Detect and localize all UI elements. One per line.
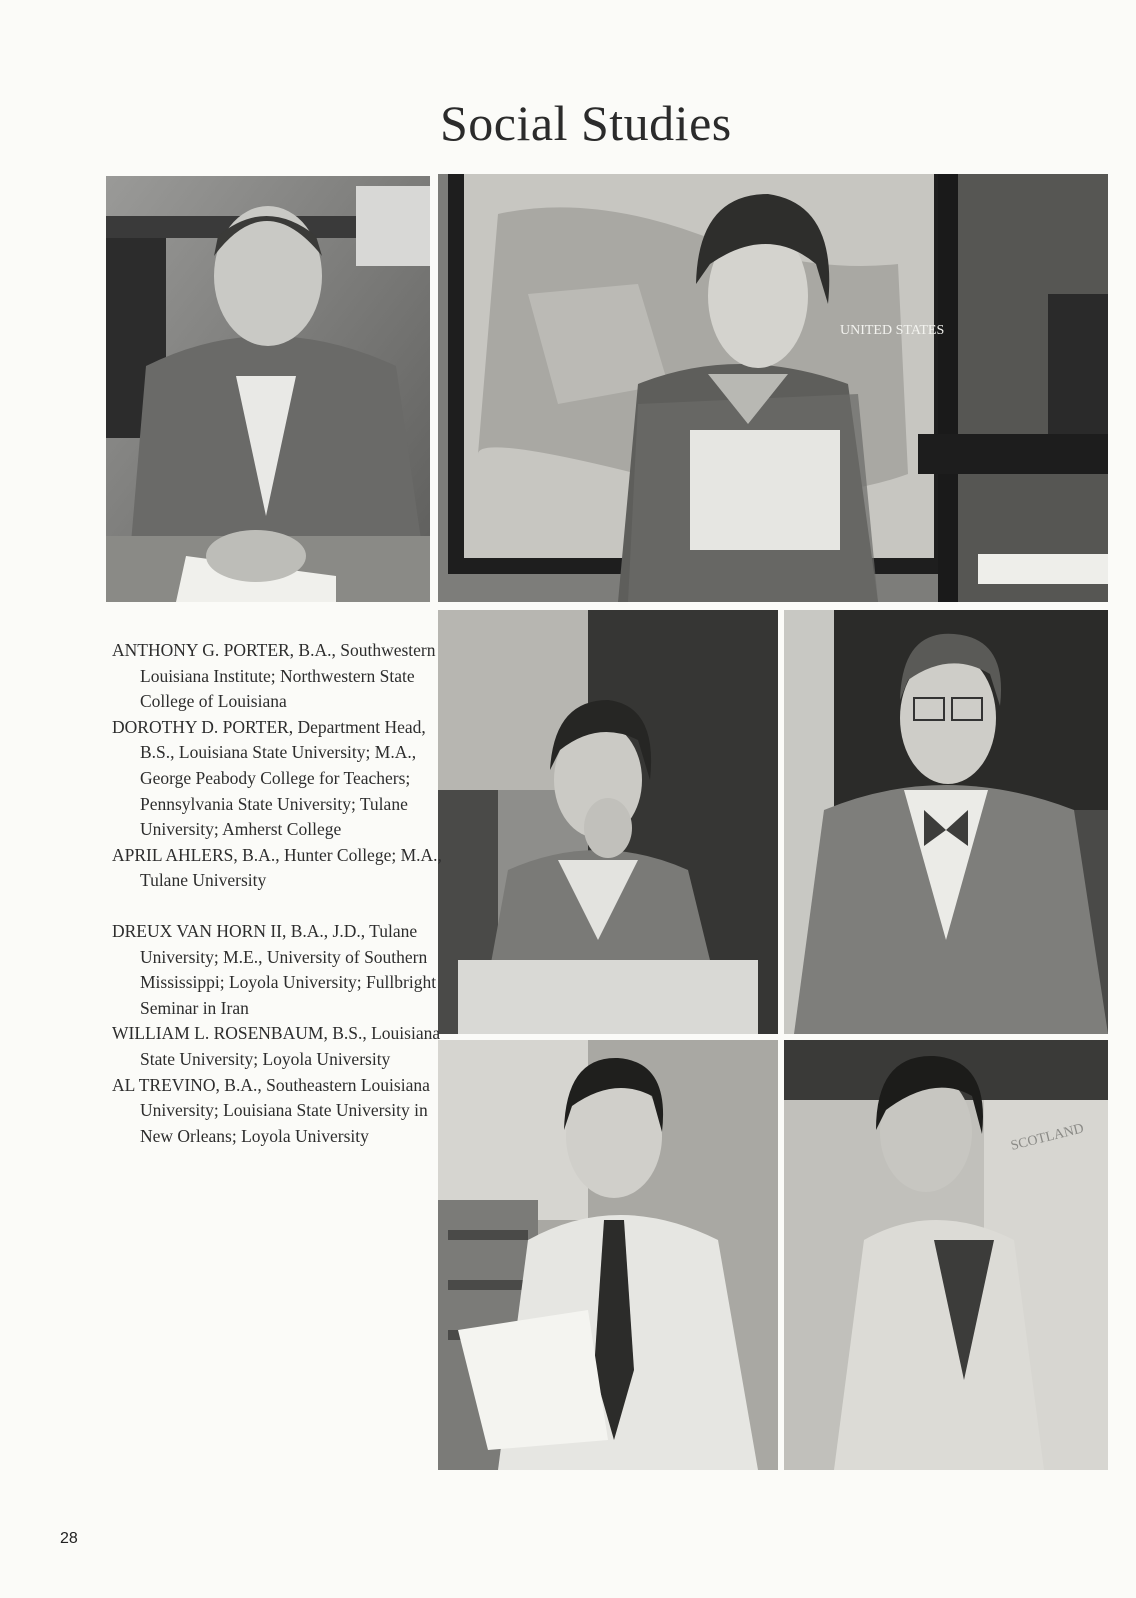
- caption-dorothy-porter: DOROTHY D. PORTER, Department Head, B.S., Louisiana State University; M.A., George Peabody College for Teachers; Pennsylvania State University; Tulane University; Amherst College: [112, 716, 426, 840]
- caption-al-trevino: AL TREVINO, B.A., Southeastern Louisiana University; Louisiana State University in New Orleans; Loyola University: [112, 1074, 430, 1146]
- map-label-scotland: SCOTLAND: [1009, 1121, 1086, 1154]
- map-label-united-states: UNITED STATES: [840, 323, 945, 338]
- page-number: 28: [60, 1530, 78, 1547]
- faculty-photo-al-trevino: [784, 1040, 1108, 1470]
- faculty-photo-william-rosenbaum: [438, 1040, 778, 1470]
- caption-april-ahlers: APRIL AHLERS, B.A., Hunter College; M.A., Tulane University: [112, 844, 442, 891]
- faculty-photo-anthony-porter: [106, 176, 430, 602]
- caption-william-rosenbaum: WILLIAM L. ROSENBAUM, B.S., Louisiana State University; Loyola University: [112, 1023, 441, 1069]
- faculty-photo-dorothy-porter: [438, 174, 1108, 602]
- faculty-captions: [112, 638, 442, 1149]
- caption-dreux-van-horn: DREUX VAN HORN II, B.A., J.D., Tulane University; M.E., University of Southern Mississippi; Loyola University; Fullbright Seminar in Iran: [112, 920, 437, 1018]
- faculty-photo-april-ahlers: [438, 610, 778, 1034]
- caption-anthony-porter: ANTHONY G. PORTER, B.A., Southwestern Louisiana Institute; Northwestern State College of Louisiana: [112, 640, 436, 712]
- page-title: Social Studies: [440, 95, 732, 151]
- faculty-photo-dreux-van-horn: [784, 610, 1108, 1034]
